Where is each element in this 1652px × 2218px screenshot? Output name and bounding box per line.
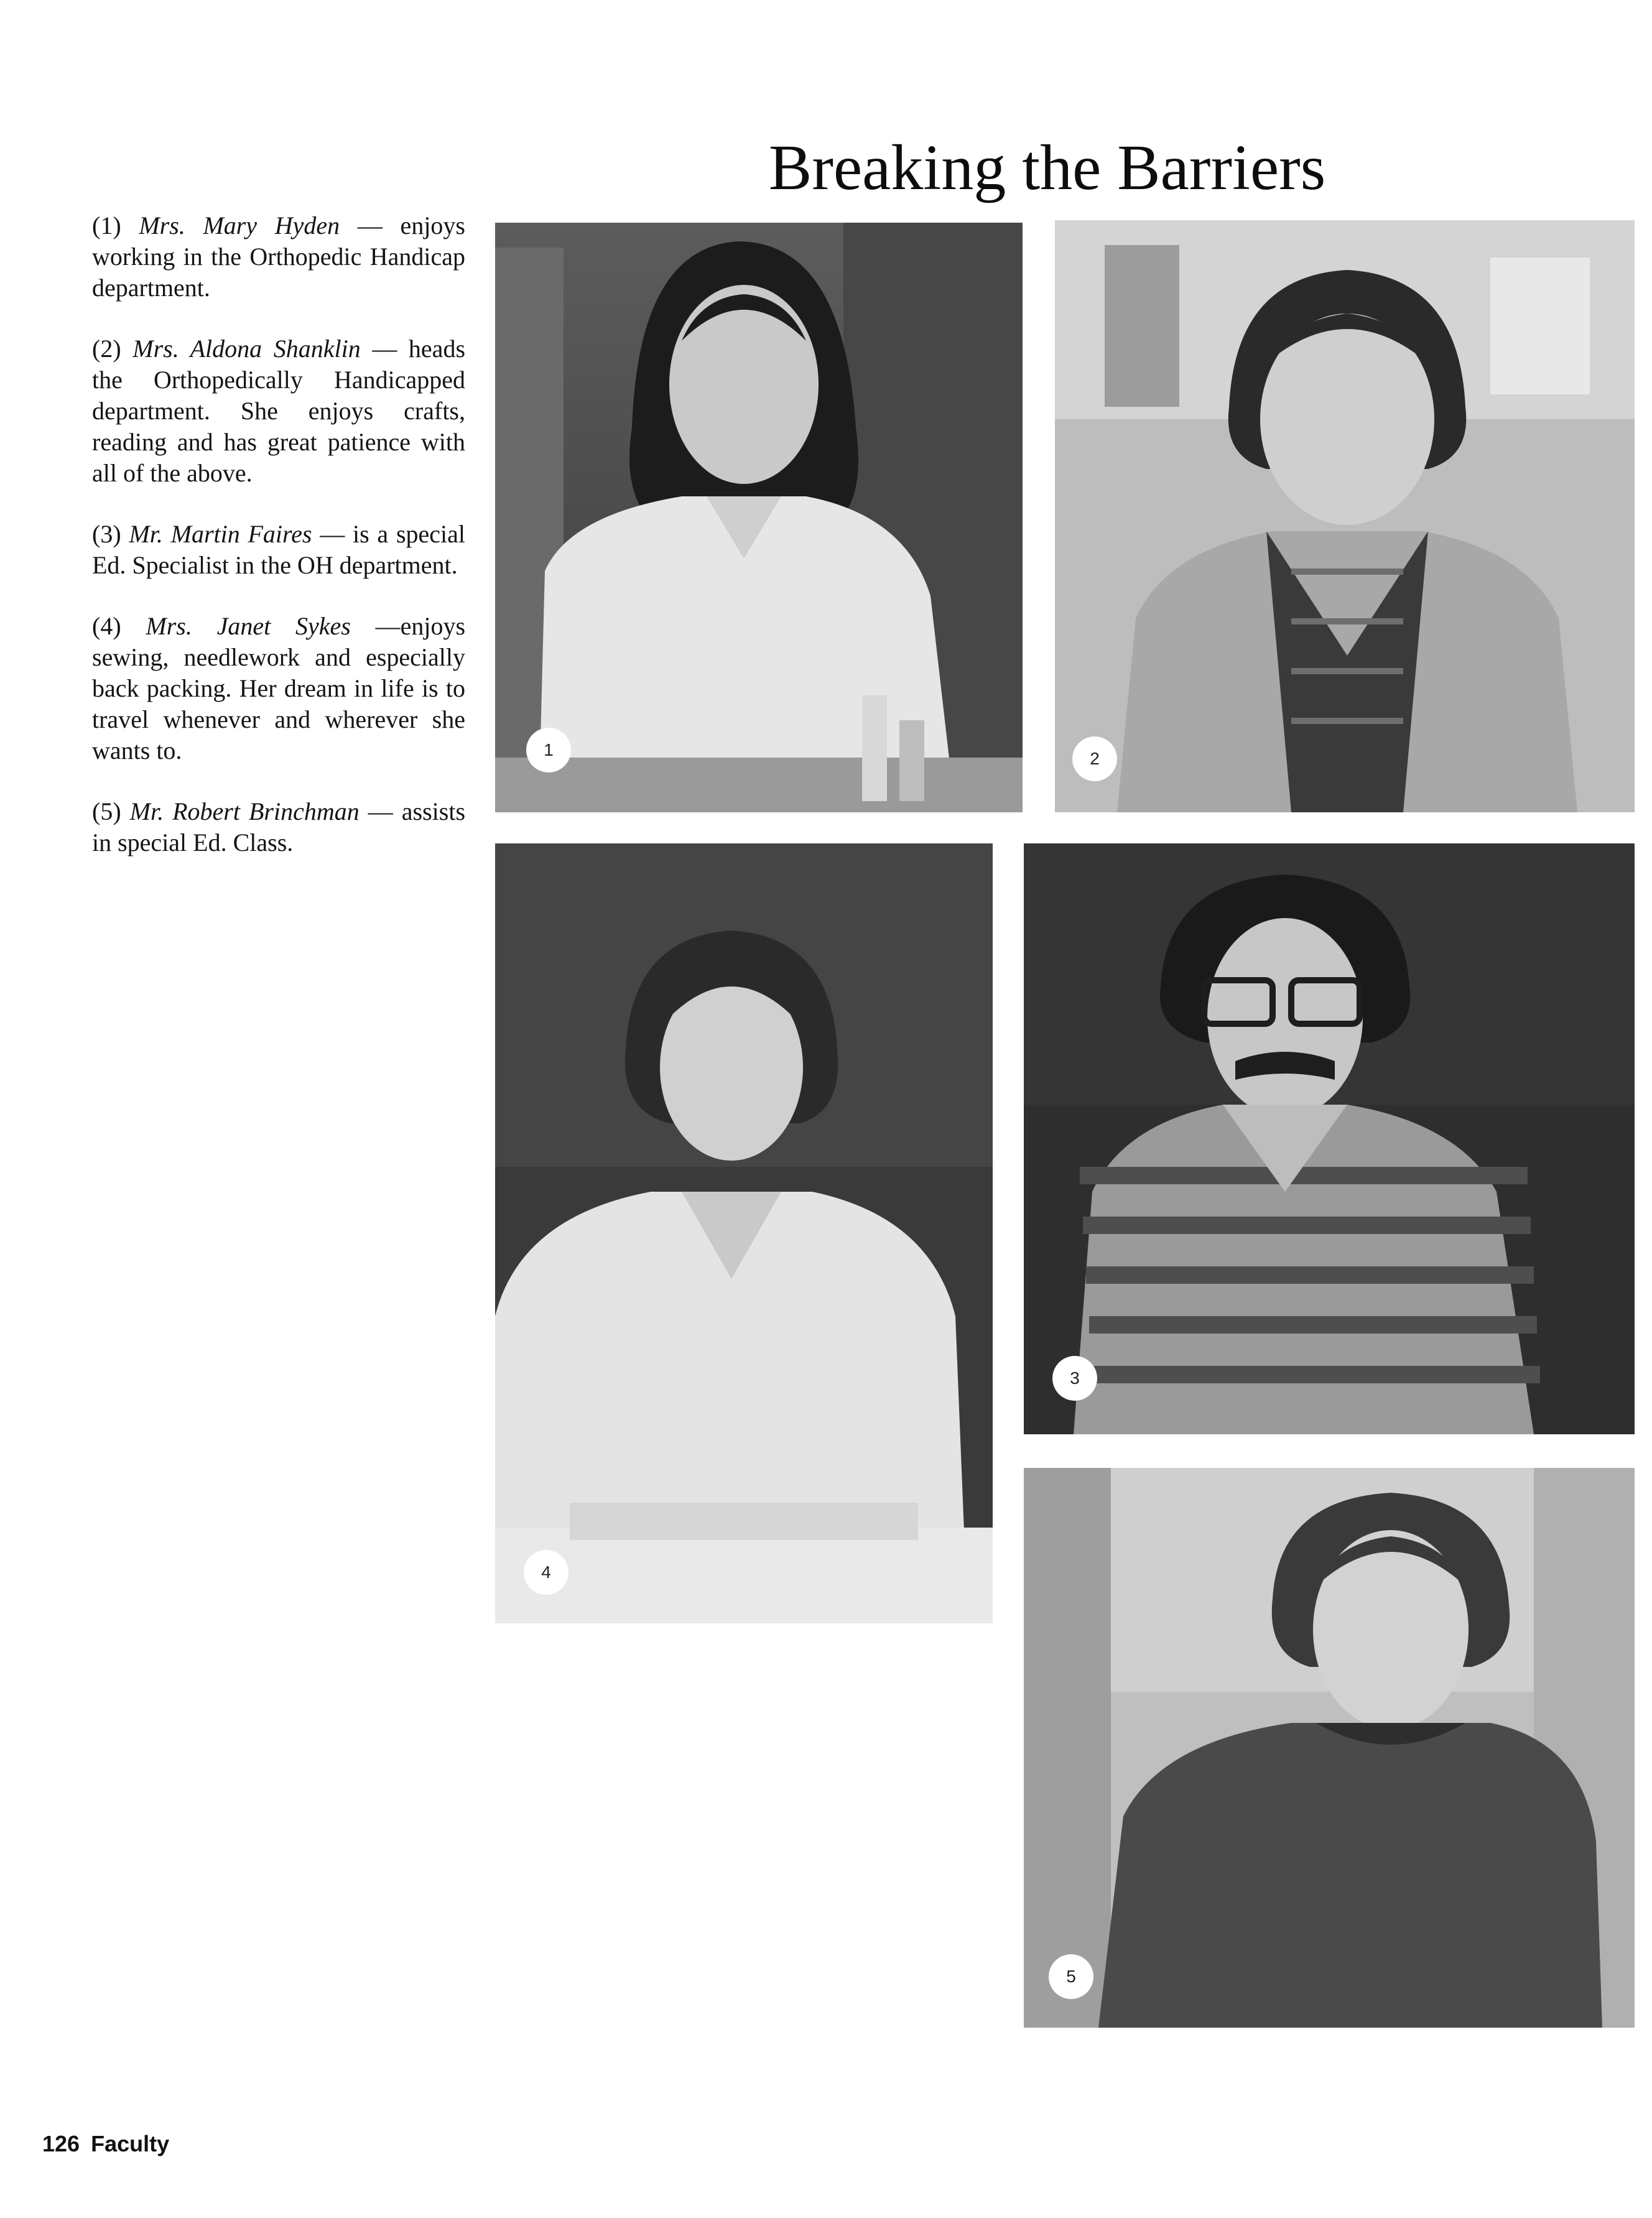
caption-number: (5) [92, 797, 121, 825]
caption-text: — enjoys working in the Orthopedic Handicap department. [92, 211, 465, 302]
portrait-photo-4 [495, 843, 993, 1623]
portrait-photo-2 [1055, 220, 1635, 812]
portrait-photo-5 [1024, 1468, 1635, 2028]
photo-number-badge: 1 [526, 728, 571, 773]
portrait-photo-1 [495, 223, 1023, 812]
caption-2 [92, 333, 465, 489]
caption-number: (1) [92, 211, 121, 239]
caption-name: Mr. Martin Faires [129, 520, 312, 548]
photo-2 [1055, 220, 1635, 812]
caption-name: Mrs. Mary Hyden [139, 211, 340, 239]
photo-4 [495, 843, 993, 1623]
caption-name: Mr. Robert Brinchman [129, 797, 360, 825]
caption-4 [92, 611, 465, 766]
page-title: Breaking the Barriers [769, 132, 1326, 203]
page-number: 126 [42, 2131, 80, 2156]
caption-text: — is a special Ed. Specialist in the OH department. [92, 520, 465, 579]
photo-number-badge: 3 [1052, 1356, 1097, 1401]
page-footer [42, 2131, 169, 2157]
photo-5 [1024, 1468, 1635, 2028]
caption-text: —enjoys sewing, needlework and especially back packing. Her dream in life is to travel whenever and wherever she wants to. [92, 612, 466, 764]
caption-number: (4) [92, 612, 121, 640]
caption-name: Mrs. Janet Sykes [146, 612, 351, 640]
portrait-photo-3 [1024, 843, 1635, 1434]
photo-number-badge: 4 [524, 1550, 568, 1595]
caption-text: — heads the Orthopedically Handicapped department. She enjoys crafts, reading and has great patience with all of the above. [92, 335, 466, 487]
section-name: Faculty [91, 2131, 170, 2156]
photo-1 [495, 223, 1023, 812]
captions-column [92, 210, 465, 888]
caption-number: (3) [92, 520, 121, 548]
caption-1 [92, 210, 465, 304]
photo-3 [1024, 843, 1635, 1434]
caption-text: — assists in special Ed. Class. [92, 797, 466, 856]
caption-name: Mrs. Aldona Shanklin [132, 335, 361, 363]
caption-number: (2) [92, 335, 121, 363]
caption-3 [92, 519, 465, 581]
photo-number-badge: 5 [1049, 1954, 1093, 1999]
caption-5 [92, 796, 465, 858]
photo-number-badge: 2 [1072, 736, 1117, 781]
